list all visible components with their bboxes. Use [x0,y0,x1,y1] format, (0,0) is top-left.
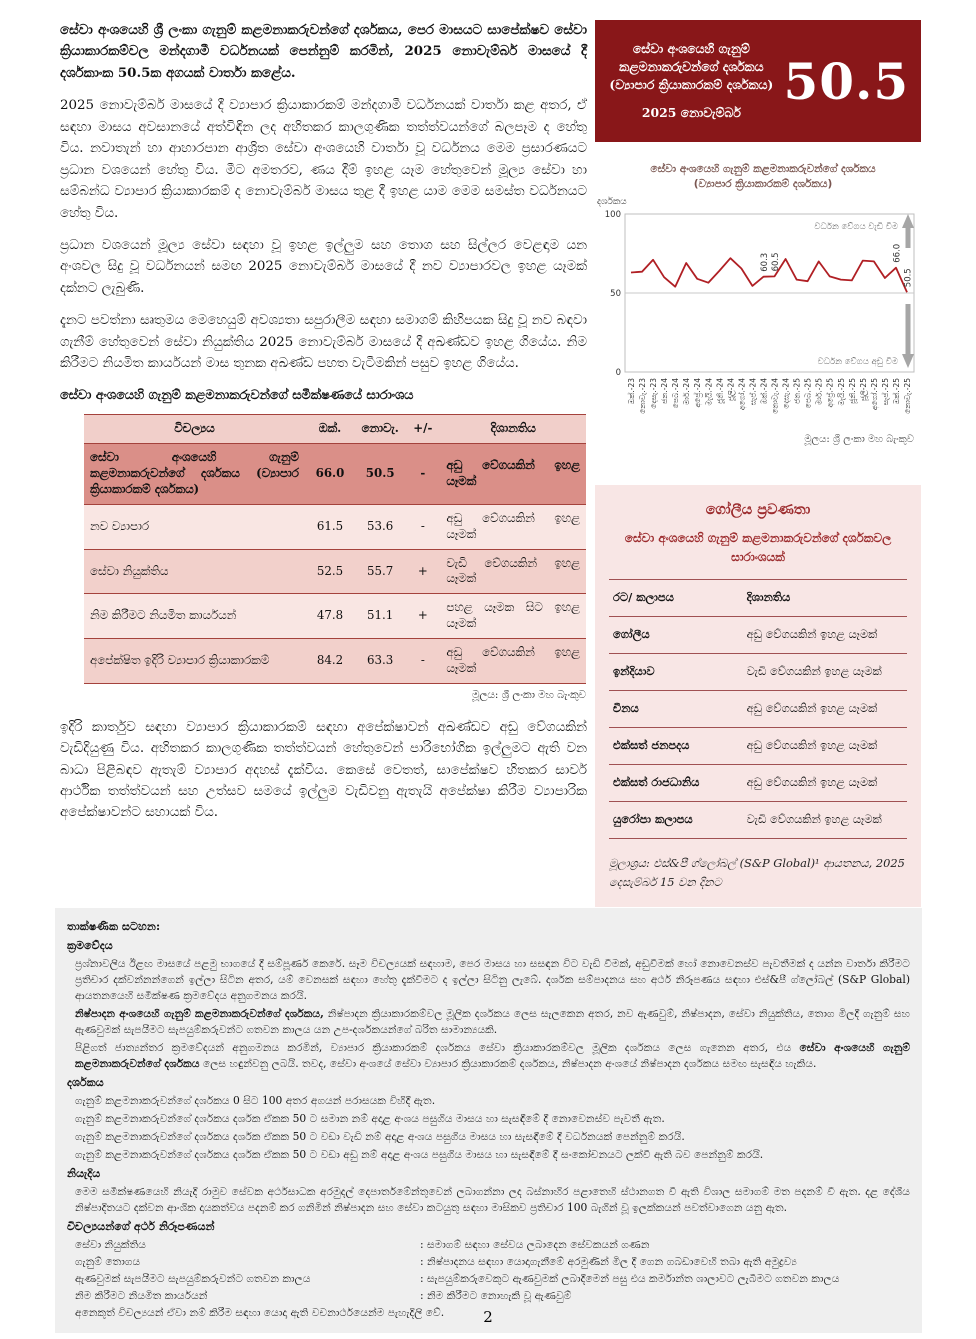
x-tick-label: පෙබ.-24 [671,378,681,409]
methodology-heading: ක්‍රමවේදය [67,937,113,952]
headline-index-title-block [603,40,780,122]
global-trends-source: මූලාශ්‍රය: එස්&පී ග්ලෝබල් (S&P Global)¹ ආයතනය, 2025 දෙසැම්බර් 15 වන දිනට [609,855,905,890]
table-header-row [84,415,586,444]
x-tick-label: අප්‍රේ.-25 [825,378,835,408]
x-tick-label: සැප්.-25 [880,378,890,406]
table-row [84,504,586,549]
col-header-sign: +/- [405,415,440,444]
index-heading: දර්ශකය [67,1074,104,1089]
right-column [595,20,921,907]
col-header-variable: විචල්‍යය [84,415,305,444]
technical-note-section [55,908,922,1333]
global-trends-panel [595,485,921,907]
global-trend-row [609,653,907,690]
region-direction: අඩු වේගයකින් ඉහළ යෑමක් [746,775,878,790]
data-point-label: 66.0 [892,243,903,263]
cell-sign: - [405,639,440,684]
methodology-paragraph-2 [75,1006,910,1038]
x-tick-label: මැයි.-25 [836,378,846,406]
global-trend-row [609,616,907,653]
global-trend-row [609,690,907,727]
definitions-note: අනෙකුත් විචල්‍යයන් ඒවා නම් කිරීම සඳහා යොදා ඇති වචනාර්ථයෙන්ම පැහැදිලි වේ. [75,1305,445,1319]
col-header-nov: නොවැ. [355,415,405,444]
data-point-label: 50.5 [903,268,914,288]
x-tick-label: ජූනි.-25 [847,378,857,404]
headline-index-value: 50.5 [783,51,910,111]
x-tick-label: සැප්.-24 [748,378,758,406]
global-trend-row [609,764,907,801]
definition-text: : නිෂ්පාදනය සඳහා යොදාගැනීමේ අරමුණින් මිල දී ගෙන ගබඩාවෙහි තබා ඇති අමුද්‍රව්‍ය [420,1254,797,1268]
body-paragraph-activity: 2025 නොවැම්බර් මාසයේ දී ව්‍යාපාර ක්‍රියාකාරකම් මන්දගාමී වර්ධනයක් වාර්තා කළ අතර, ඒ සඳහා මාසය අවසානයේ අත්විඳින ලද අහිතකර කාලගුණික තත්ත්වයන්ගේ බලපෑම ද හේතු විය. නවාතැන් හා ආහාරපාන ආශ්‍රිත සේවා අංශයෙහි වාර්තා වූ වර්ධනය මෙම ප්‍රසාරණයට ප්‍රධාන වශයෙන් හේතු විය. මීට අමතරව, ණය දීම් ඉහළ යෑම හේතුවෙන් මූල්‍ය සේවා හා සම්බන්ධ ව්‍යාපාර ක්‍රියාකාරකම් ද නොවැම්බර් මාසය තුළ දී ඉහළ යාම මෙම සමස්ත වර්ධනයට හේතු විය. [60,98,587,221]
cell-num: 47.8 [305,594,355,639]
cell-num: 66.0 [305,443,355,504]
cell-num: 63.3 [355,639,405,684]
definition-rows [67,1237,910,1304]
cell-dir: පහළ යෑමක සිට ඉහළ යෑමක් [440,594,586,639]
body-paragraph-employment: දැනට පවත්නා සෘතුමය මෙහෙයුම් අවශ්‍යතා සපුරාලීම සඳහා සමාගම් කිහිපයක සිදු වූ නව බඳවා ගැනීම් හේතුවෙන් සේවා නියුක්තිය 2025 නොවැම්බර් මාසයේ දී අඛණ්ඩව ඉහළ ගියේය. නිම කිරීමට නියමිත කාර්යයන් මාස තුනක අඛණ්ඩ පහත වැටීමකින් පසුව ඉහළ ගියේය. [60,313,587,372]
definition-term: සේවා නියුක්තිය [75,1237,146,1251]
cell-name: සේවා අංශයෙහි ගැනුම් කළමනාකරුවන්ගේ දර්ශකය (ව්‍යාපාර ක්‍රියාකාරකම් දර්ශකය) [84,443,305,504]
region-name: ගෝලීය [613,627,650,642]
y-tick-label: 0 [615,368,621,378]
table-row [84,594,586,639]
methodology-paragraph-1: ප්‍රශ්නාවලිය ඊළඟ මාසයේ පළමු භාගයේ දී සම්පූර්ණ කෙරේ. සෑම විචල්‍යයක් සඳහාම, පෙර මාසය හා සසඳන විට වැඩි වීමක්, අඩුවීමක් හෝ නොවෙනස්ව පැවතීමක් ද යන්න වාර්තා කිරීමට ප්‍රතිචාර දක්වන්නන්ගෙන් ඉල්ලා සිටින අතර, යම් වෙනසක් සඳහා හේතු දැක්වීමට ද ඉල්ලා සිටිනු ලැබේ. දර්ශක සම්පාදනය සහ අර්ථ නිරූපණය සඳහා එස්&පී ග්ලෝබල් (S&P Global) ආයතනයෙහි සමීක්ෂණ ක්‍රමවේදය අනුගමනය කරයි. [75,956,910,1002]
col-header-direction: දිශානතිය [440,415,586,444]
x-tick-label: අප්‍රේ.-24 [693,378,703,408]
region-name: යුරෝපා කලාපය [613,812,693,826]
body-paragraph-expectations: ඉදිරි කාර්තුව සඳහා ව්‍යාපාර ක්‍රියාකාරකම් සඳහා අපේක්ෂාවන් අඛණ්ඩව අඩු වේගයකින් වැඩිදියුණු විය. අහිතකර කාලගුණික තත්ත්වයන් හේතුවෙන් පාරිභෝගික ඉල්ලුමට ඇති වන බාධා පිළිබඳව ඇතැම් ව්‍යාපාර අදහස් දැක්වීය. කෙසේ වෙතත්, සාපේක්ෂව හිතකර සාර්ව ආර්ථික තත්ත්වයන් සහ උත්සව සමයේ ඉල්ලුම වැඩිවනු ඇතැයි අපේක්ෂා කිරීම ව්‍යාපාරික අපේක්ෂාවන්ට සහායක් විය. [60,719,587,821]
x-tick-label: අගෝ.-24 [737,378,747,411]
cell-num: 51.1 [355,594,405,639]
definition-row [75,1254,910,1270]
region-direction: වැඩි වේගයකින් ඉහළ යෑමක් [746,812,882,826]
headline-index-box [595,20,921,142]
cell-sign: - [405,443,440,504]
col-header-oct: ඔක්. [305,415,355,444]
cell-sign: + [405,549,440,594]
region-name: චීනය [613,701,639,716]
definition-term: නිම කිරීමට නියමිත කාර්යයන් [75,1288,208,1302]
cell-name: නව ව්‍යාපාර [84,504,305,549]
growth-up-arrow-head [902,214,914,228]
global-trends-subtitle: සේවා අංශයෙහි ගැනුම් කළමනාකරුවන්ගේ දර්ශකවල සාරාංශයක් [624,531,892,564]
cell-sign: + [405,594,440,639]
x-tick-label: ජූලි-25 [858,378,868,402]
methodology-p3-a: පිළිගත් ජාත්‍යන්තර ක්‍රමවේදයන් අනුගමනය කරමින්, ව්‍යාපාර ක්‍රියාකාරකම් දර්ශකය සේවා ක්‍රියාකාරකම්වල මූලික දර්ශකය ලෙස ගැනෙන අතර, එය [75,1040,800,1054]
global-trends-title: ගෝලීය ප්‍රවණතා [705,501,811,518]
pmi-chart-svg [595,156,921,448]
cell-dir: අඩු වේගයකින් ඉහළ යෑමක් [440,639,586,684]
cell-dir: අඩු වේගයකින් ඉහළ යෑමක් [440,504,586,549]
definition-term: ඇණවුමක් සැපයීමට සැපයුම්කරුවන්ට ගතවන කාලය [75,1271,311,1285]
y-tick-label: 100 [604,210,621,220]
methodology-paragraph-3 [75,1040,910,1072]
pmi-line-chart [595,156,921,452]
left-column [60,20,587,835]
y-axis-title: දර්ශකය [597,197,627,207]
growth-up-annotation: වර්ධන වේගය වැඩි වීම [814,222,898,232]
x-tick-label: දෙසැ.-23 [649,378,659,409]
methodology-p3-c: ලෙස හඳුන්වනු ලබයි. තවද, සේවා අංශයේ සේවා ව්‍යාපාර ක්‍රියාකාරකම් දර්ශකය, නිෂ්පාදන අංශයේ නිෂ්පාදන දර්ශකය සමඟ සැසඳිය හැකිය. [199,1056,817,1070]
cell-num: 61.5 [305,504,355,549]
x-tick-label: පෙබ.-25 [803,378,813,409]
body-paragraph-new-business: ප්‍රධාන වශයෙන් මූල්‍ය සේවා සඳහා වූ ඉහළ ඉල්ලුම සහ තොග සහ සිල්ලර වෙළඳාම යන අංශවල සිදු වූ වර්ධනයන් සමඟ 2025 නොවැම්බර් මාසයේ දී නව ව්‍යාපාරවල ඉහළ යෑමක් දක්නට ලැබුණි. [60,237,587,296]
technical-note-heading: තාක්ෂණික සටහන: [67,919,161,933]
x-tick-label: මාර්.-24 [682,378,692,406]
sample-heading: නියැදිය [67,1165,101,1180]
index-rule-line: ගැනුම් කළමනාකරුවන්ගේ දර්ශකය දර්ශක ඒකක 50 ට වඩා අඩු නම් අදාළ අංශය පසුගිය මාසය හා සැසඳීමේ දී සංකෝචනයට ලක්වී ඇති බව පෙන්නුම් කරයි. [75,1147,764,1161]
intro-paragraph: සේවා අංශයෙහි ශ්‍රී ලංකා ගැනුම් කළමනාකරුවන්ගේ දර්ශකය, පෙර මාසයට සාපේක්ෂව සේවා ක්‍රියාකාරකම්වල මන්දගාමී වර්ධනයක් පෙන්නුම් කරමින්, 2025 නොවැම්බර් මාසයේ දී දර්ශකාංක 50.5ක අගයක් වාර්තා කළේය. [60,22,587,81]
growth-down-arrow-head [902,354,914,368]
region-name: එක්සත් රාජධානිය [613,775,700,790]
x-tick-label: ඔක්.-25 [891,378,901,405]
definition-term: ගැනුම් තොගය [75,1254,141,1268]
cell-sign: - [405,504,440,549]
cell-num: 53.6 [355,504,405,549]
definition-text: : නිම කිරීමට නොහැකි වූ ඇණවුම් [420,1288,572,1302]
index-lines [67,1093,910,1163]
summary-table-title: සේවා අංශයෙහි ගැනුම් කළමනාකරුවන්ගේ සමීක්ෂණයේ සාරාංශය [60,387,414,403]
definitions-heading: විචල්‍යයන්ගේ අර්ථ නිරූපණයන් [67,1218,215,1233]
cell-name: නිම කිරීමට නියමිත කාර්යයන් [84,594,305,639]
definition-row [75,1271,910,1287]
x-tick-label: නොවැ.-23 [638,378,648,414]
x-tick-label: ජූලි-24 [726,378,736,402]
cell-dir: වැඩි වේගයකින් ඉහළ යෑමක් [440,549,586,594]
x-tick-label: දෙසැ.-24 [781,378,791,409]
chart-subtitle: (ව්‍යාපාර ක්‍රියාකාරකම් දර්ශකය) [693,178,833,190]
x-tick-label: නොවැ.-24 [770,378,780,414]
global-table-header [609,579,907,616]
headline-index-subtitle: (ව්‍යාපාර ක්‍රියාකාරකම් දර්ශකය) [609,77,774,92]
table-source: මූලය: ශ්‍රී ලංකා මහ බැංකුව [472,689,586,702]
global-trend-row [609,801,907,838]
chart-source: මූලය: ශ්‍රී ලංකා මහ බැංකුව [804,434,914,445]
x-tick-label: ජූනි.-24 [715,378,725,404]
region-direction: වැඩි වේගයකින් ඉහළ යෑමක් [746,664,882,679]
x-tick-label: ජන.-25 [792,378,802,404]
region-name: ඉන්දියාව [613,664,655,679]
cell-num: 52.5 [305,549,355,594]
index-rule-line: ගැනුම් කළමනාකරුවන්ගේ දර්ශකය 0 සිට 100 අතර අගයන් පරාසයක විහිදී ඇත. [75,1093,436,1107]
definition-text: : සැපයුම්කරුවෙකුට ඇණවුමක් ලබාදීමෙන් පසු එය කර්මාන්ත ශාලාවට ලැබීමට ගතවන කාලය [420,1271,840,1285]
methodology-p2-lead: නිෂ්පාදන අංශයෙහි ගැනුම් කළමනාකරුවන්ගේ දර්ශකය, [75,1006,324,1020]
global-trend-row [609,727,907,764]
methodology-p3-b: සේවා අංශයෙහි ගැනුම් කළමනාකරුවන්ගේ දර්ශකය [75,1040,910,1070]
definition-text: : සමාගම් සඳහා සේවය ලබාදෙන සේවකයන් ගණන [420,1237,650,1251]
global-col-region: රට/ කලාපය [613,590,674,605]
x-tick-label: මැයි.-24 [704,378,714,406]
headline-period: 2025 නොවැම්බර් [641,104,741,120]
global-trends-table [609,579,907,839]
x-tick-label: ඔක්.-23 [627,378,636,405]
region-name: එක්සත් ජනපදය [613,738,690,753]
cell-num: 84.2 [305,639,355,684]
global-col-direction: දිශානතිය [746,590,791,605]
cell-name: අපේක්ෂිත ඉදිරි ව්‍යාපාර ක්‍රියාකාරකම් [84,639,305,684]
x-tick-label: ජන.-24 [660,378,670,404]
x-tick-label: ඔක්.-24 [759,378,769,405]
cell-num: 50.5 [355,443,405,504]
data-point-label: 60.5 [771,252,782,272]
sample-paragraph: මෙම සමීක්ෂණයෙහි නියැදි රාමුව සේවක අර්ථසාධක අරමුදල් දෙපාර්තමේන්තුවෙන් ලබාගන්නා ලද බස්නාහිර පළාතෙහි ස්ථානගත වී ඇති විශාල සමාගම් මත පදනම් වී ඇත. දළ දේශීය නිෂ්පාදිතයට දක්වන ආංශික දායකත්වය පදනම් කර ගනිමින් නිෂ්පාදන සහ සේවා කටයුතු සඳහා මාසිකව ප්‍රතිචාර 100 බැගින් වූ ඉලක්කයන් පවත්වාගෙන යනු ඇත. [75,1184,910,1214]
region-direction: අඩු වේගයකින් ඉහළ යෑමක් [746,738,878,753]
chart-title: සේවා අංශයෙහි ගැනුම් කළමනාකරුවන්ගේ දර්ශකය [650,163,876,175]
index-rule-line: ගැනුම් කළමනාකරුවන්ගේ දර්ශකය දර්ශක ඒකක 50 ට සමාන නම් අදාළ අංශය පසුගිය මාසය හා සැසඳීමේ දී නොවෙනස්ව පැවතී ඇත. [75,1111,665,1125]
survey-summary-table [84,414,586,684]
cell-name: සේවා නියුක්තිය [84,549,305,594]
x-tick-label: නොවැ.-25 [903,378,912,414]
growth-down-annotation: වර්ධන වේගය අඩු වීම [817,357,898,367]
x-tick-label: අගෝ.-25 [869,378,879,411]
headline-index-title: සේවා අංශයෙහි ගැනුම් කළමනාකරුවන්ගේ දර්ශකය [619,41,764,75]
y-tick-label: 50 [610,289,621,299]
index-rule-line: ගැනුම් කළමනාකරුවන්ගේ දර්ශකය දර්ශක ඒකක 50 ට වඩා වැඩි නම් අදාළ අංශය පසුගිය මාසය හා සැසඳීමේ දී වර්ධනයක් පෙන්නුම් කරයි. [75,1129,685,1143]
cell-num: 55.7 [355,549,405,594]
region-direction: අඩු වේගයකින් ඉහළ යෑමක් [746,627,878,642]
methodology-p2-rest: නිෂ්පාදන ක්‍රියාකාරකම්වල මූලික දර්ශකය ලෙස සැලකෙන අතර, නව ඇණවුම්, නිෂ්පාදන, සේවා නියුක්තිය, තොග මිලදී ගැනුම් සහ ඇණවුමක් සැපයීමට සැපයුම්කරුවන්ට ගතවන කාලය යන උප-දර්ශකයන්ගේ බරිත සාමාන්‍යයකි. [75,1006,910,1036]
cell-dir: අඩු වේගයකින් ඉහළ යෑමක් [440,443,586,504]
table-row [84,549,586,594]
definition-row [75,1237,910,1253]
table-row [84,443,586,504]
page-number: 2 [483,1308,493,1326]
x-tick-label: මාර්.-25 [814,378,824,406]
region-direction: අඩු වේගයකින් ඉහළ යෑමක් [746,701,878,716]
definition-row [75,1288,910,1304]
table-row [84,639,586,684]
data-point-label: 60.3 [759,252,770,272]
